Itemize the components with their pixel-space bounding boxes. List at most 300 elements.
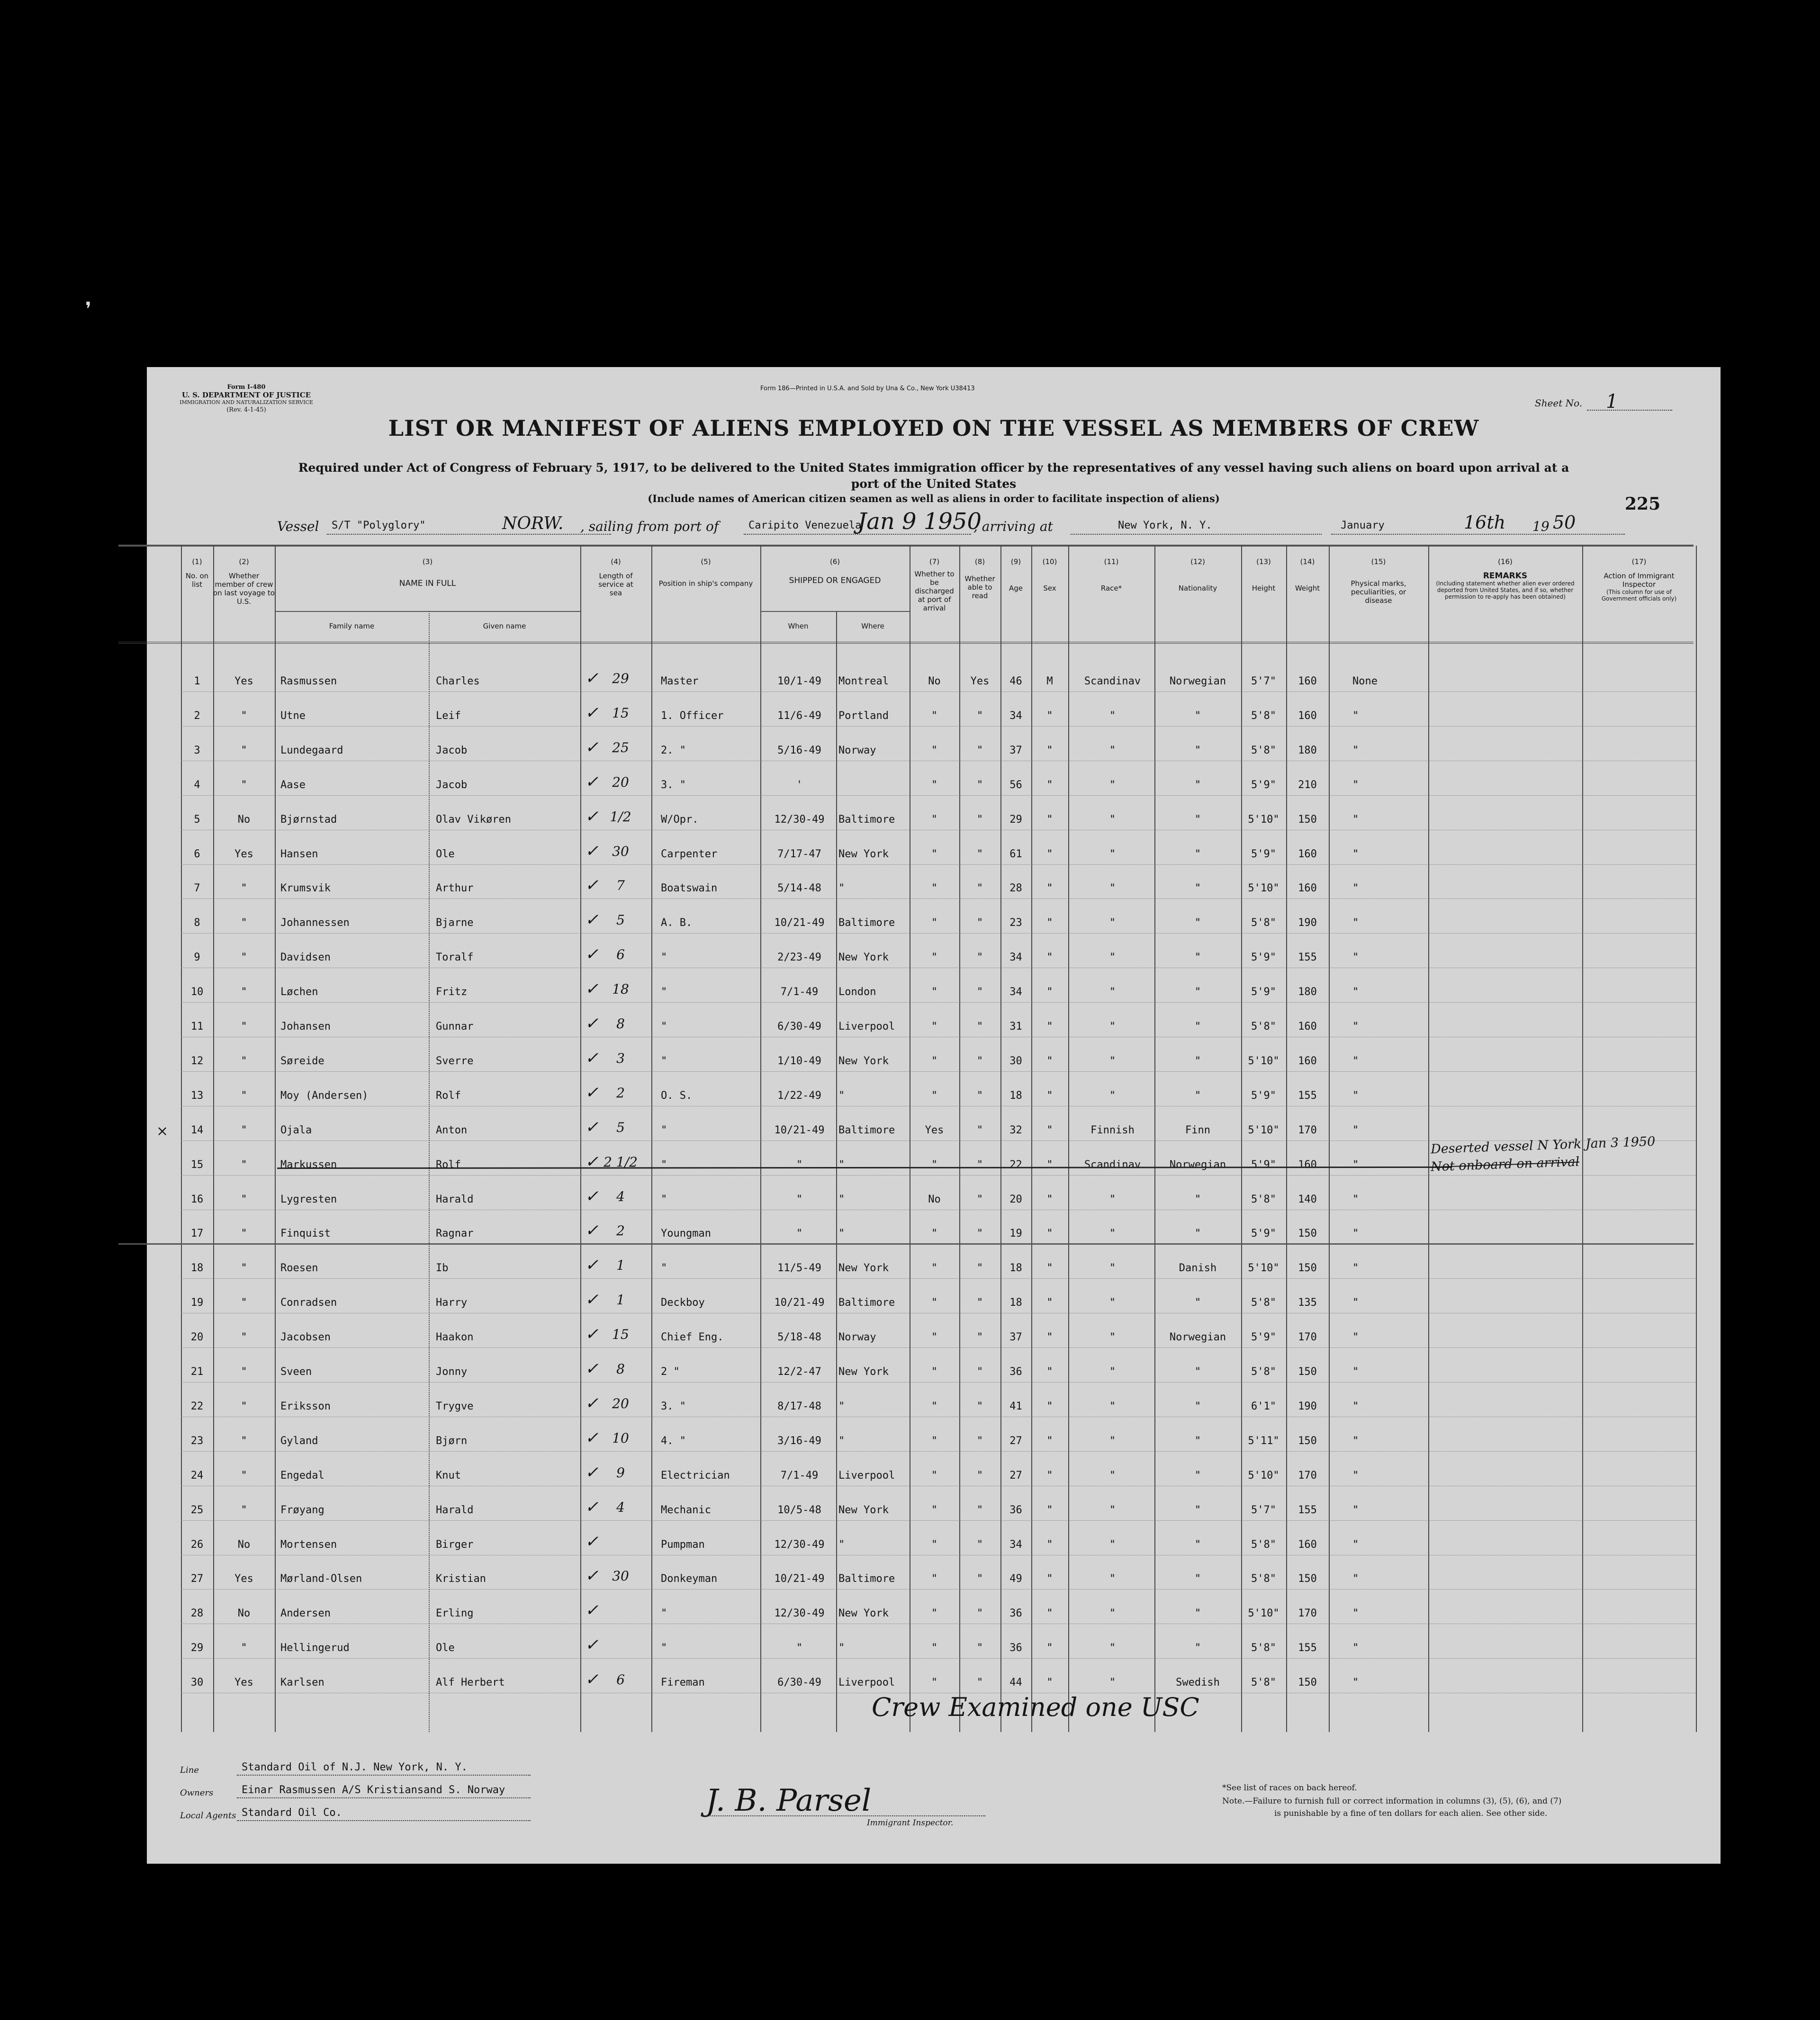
- col14-number: (14): [1300, 557, 1315, 566]
- crew-age: 41: [1009, 1401, 1022, 1412]
- crew-sex: ": [1046, 1021, 1053, 1032]
- service-check-mark: ✓: [585, 1325, 599, 1344]
- crew-sex: ": [1046, 917, 1053, 929]
- crew-race: ": [1109, 1262, 1116, 1274]
- crew-age: 34: [1009, 1539, 1022, 1551]
- crew-shipped-where: New York: [838, 1055, 889, 1067]
- crew-position: ": [661, 1262, 667, 1274]
- col3-family-label: Family name: [329, 622, 375, 630]
- crew-nationality: ": [1194, 745, 1201, 756]
- crew-service-length: 1: [616, 1257, 625, 1273]
- service-check-mark: ✓: [585, 1498, 599, 1517]
- crew-family-name: Hellingerud: [280, 1642, 350, 1654]
- crew-service-length: 4: [616, 1499, 625, 1515]
- crew-able-to-read: ": [976, 1228, 983, 1239]
- service-check-mark: ✓: [585, 1083, 599, 1102]
- crew-given-name: Ib: [436, 1262, 449, 1274]
- crew-row-number: 10: [190, 986, 204, 998]
- row-rule: [181, 1520, 1696, 1521]
- crew-position: Electrician: [661, 1470, 730, 1481]
- crew-able-to-read: ": [976, 1401, 983, 1412]
- crew-shipped-when: 10/1-49: [777, 675, 821, 687]
- crew-family-name: Moy (Andersen): [280, 1090, 369, 1102]
- crew-race: ": [1109, 1470, 1116, 1481]
- crew-service-length: 20: [612, 1396, 629, 1411]
- crew-shipped-where: ": [838, 1228, 845, 1239]
- crew-shipped-where: ": [838, 1401, 845, 1412]
- service-check-mark: ✓: [585, 945, 599, 964]
- crew-age: 18: [1009, 1297, 1022, 1309]
- crew-race: ": [1109, 952, 1116, 963]
- crew-shipped-where: Liverpool: [838, 1470, 895, 1481]
- sailing-label: , sailing from port of: [580, 519, 719, 534]
- crew-given-name: Bjarne: [436, 917, 474, 929]
- crew-shipped-where: London: [838, 986, 876, 998]
- crew-last-voyage: ": [241, 1124, 247, 1136]
- crew-position: ": [661, 1159, 667, 1171]
- crew-able-to-read: ": [976, 710, 983, 722]
- crew-race: Scandinav: [1084, 1159, 1141, 1171]
- arrival-day: 16th: [1464, 512, 1506, 533]
- crew-position: 1. Officer: [661, 710, 724, 722]
- crew-position: Youngman: [661, 1228, 711, 1239]
- crew-physical-marks: ": [1352, 1124, 1359, 1136]
- crew-last-voyage: ": [241, 1228, 247, 1239]
- crew-discharge: ": [931, 1297, 938, 1309]
- crew-able-to-read: ": [976, 1573, 983, 1585]
- crew-age: 56: [1009, 779, 1022, 791]
- crew-service-length: 2: [616, 1085, 625, 1101]
- crew-height: 5'10": [1248, 1055, 1279, 1067]
- col15-number: (15): [1371, 557, 1386, 566]
- agents-label: Local Agents: [180, 1811, 236, 1821]
- crew-given-name: Jacob: [436, 779, 468, 791]
- crew-nationality: ": [1194, 779, 1201, 791]
- crew-race: ": [1109, 1331, 1116, 1343]
- col1-label: No. on list: [185, 572, 209, 589]
- owners-value: Einar Rasmussen A/S Kristiansand S. Norway: [242, 1784, 505, 1796]
- crew-position: Pumpman: [661, 1539, 705, 1551]
- crew-nationality: Danish: [1179, 1262, 1217, 1274]
- crew-able-to-read: ": [976, 952, 983, 963]
- crew-age: 22: [1009, 1159, 1022, 1171]
- crew-service-length: 5: [616, 912, 625, 928]
- crew-weight: 150: [1298, 1677, 1317, 1688]
- crew-discharge: ": [931, 848, 938, 860]
- crew-shipped-when: 11/6-49: [777, 710, 821, 722]
- row14-remark: Deserted vessel N York Jan 3 1950: [1430, 1134, 1656, 1157]
- crew-nationality: ": [1194, 814, 1201, 826]
- crew-sex: ": [1046, 710, 1053, 722]
- scan-mark: ❜: [85, 298, 91, 320]
- crew-given-name: Harald: [436, 1194, 474, 1205]
- crew-discharge: ": [931, 1331, 938, 1343]
- crew-family-name: Utne: [280, 710, 306, 722]
- crew-sex: ": [1046, 814, 1053, 826]
- crew-given-name: Ole: [436, 1642, 455, 1654]
- crew-given-name: Ragnar: [436, 1228, 474, 1239]
- crew-shipped-when: 8/17-48: [777, 1401, 821, 1412]
- crew-discharge: No: [928, 1194, 941, 1205]
- crew-able-to-read: ": [976, 1331, 983, 1343]
- crew-last-voyage: ": [241, 952, 247, 963]
- crew-position: Master: [661, 675, 699, 687]
- crew-shipped-when: 10/21-49: [774, 1124, 825, 1136]
- col17-number: (17): [1631, 557, 1647, 566]
- crew-able-to-read: ": [976, 848, 983, 860]
- crew-given-name: Fritz: [436, 986, 468, 998]
- crew-weight: 150: [1298, 1435, 1317, 1447]
- crew-discharge: ": [931, 1262, 938, 1274]
- col8-number: (8): [974, 557, 985, 566]
- crew-discharge: ": [931, 1228, 938, 1239]
- crew-shipped-when: 6/30-49: [777, 1677, 821, 1688]
- crew-age: 34: [1009, 710, 1022, 722]
- crew-given-name: Rolf: [436, 1090, 461, 1102]
- arrival-month: January: [1341, 520, 1385, 531]
- crew-given-name: Harry: [436, 1297, 468, 1309]
- crew-given-name: Anton: [436, 1124, 468, 1136]
- crew-race: ": [1109, 1055, 1116, 1067]
- col16-number: (16): [1498, 557, 1513, 566]
- col9-label: Age: [1009, 584, 1023, 593]
- crew-last-voyage: ": [241, 1470, 247, 1481]
- crew-row-number: 24: [190, 1470, 204, 1481]
- crew-height: 5'10": [1248, 1607, 1279, 1619]
- crew-weight: 170: [1298, 1470, 1317, 1481]
- crew-sex: ": [1046, 779, 1053, 791]
- crew-row-number: 27: [190, 1573, 204, 1585]
- crew-service-length: 7: [616, 878, 625, 893]
- crew-sex: ": [1046, 1194, 1053, 1205]
- crew-nationality: Norwegian: [1169, 675, 1226, 687]
- crew-race: ": [1109, 1677, 1116, 1688]
- crew-nationality: ": [1194, 1090, 1201, 1102]
- crew-given-name: Kristian: [436, 1573, 486, 1585]
- fine-note-2: is punishable by a fine of ten dollars for each alien. See other side.: [1274, 1809, 1548, 1818]
- service-check-mark: ✓: [585, 876, 599, 895]
- crew-weight: 160: [1298, 1539, 1317, 1551]
- service-check-mark: ✓: [585, 1118, 599, 1137]
- crew-last-voyage: Yes: [234, 1573, 253, 1585]
- crew-race: ": [1109, 1297, 1116, 1309]
- crew-given-name: Trygve: [436, 1401, 474, 1412]
- crew-weight: 170: [1298, 1124, 1317, 1136]
- crew-sex: ": [1046, 745, 1053, 756]
- crew-service-length: 6: [616, 1672, 625, 1688]
- crew-shipped-when: ': [796, 779, 803, 791]
- crew-shipped-when: 7/1-49: [780, 1470, 819, 1481]
- crew-service-length: 30: [612, 1568, 629, 1584]
- crew-discharge: ": [931, 1435, 938, 1447]
- crew-row-number: 17: [190, 1228, 204, 1239]
- crew-shipped-where: ": [838, 1539, 845, 1551]
- crew-able-to-read: ": [976, 1504, 983, 1516]
- crew-discharge: ": [931, 710, 938, 722]
- form-number: Form I-480: [227, 384, 266, 391]
- crew-nationality: ": [1194, 986, 1201, 998]
- crew-shipped-when: 12/30-49: [774, 814, 825, 826]
- crew-race: ": [1109, 848, 1116, 860]
- crew-row-number: 2: [194, 710, 200, 722]
- crew-weight: 150: [1298, 1573, 1317, 1585]
- crew-sex: ": [1046, 1539, 1053, 1551]
- crew-nationality: ": [1194, 1435, 1201, 1447]
- crew-service-length: 1: [616, 1292, 625, 1308]
- service-check-mark: ✓: [585, 1187, 599, 1206]
- crew-age: 36: [1009, 1607, 1022, 1619]
- crew-physical-marks: ": [1352, 952, 1359, 963]
- crew-race: ": [1109, 710, 1116, 722]
- row-rule: [181, 795, 1696, 796]
- crew-row-number: 18: [190, 1262, 204, 1274]
- crew-weight: 160: [1298, 1159, 1317, 1171]
- crew-weight: 155: [1298, 1090, 1317, 1102]
- crew-position: Boatswain: [661, 882, 718, 894]
- crew-last-voyage: ": [241, 1055, 247, 1067]
- crew-weight: 180: [1298, 986, 1317, 998]
- crew-height: 5'8": [1251, 1642, 1276, 1654]
- crew-position: ": [661, 986, 667, 998]
- crew-weight: 150: [1298, 1366, 1317, 1378]
- crew-height: 5'9": [1251, 1090, 1276, 1102]
- crew-given-name: Leif: [436, 710, 461, 722]
- crew-service-length: 6: [616, 947, 625, 962]
- crew-family-name: Jacobsen: [280, 1331, 331, 1343]
- col5-label: Position in ship's company: [658, 579, 753, 588]
- crew-shipped-where: Norway: [838, 745, 876, 756]
- crew-position: Fireman: [661, 1677, 705, 1688]
- crew-row-number: 12: [190, 1055, 204, 1067]
- crew-race: ": [1109, 1194, 1116, 1205]
- crew-height: 5'8": [1251, 917, 1276, 929]
- crew-age: 37: [1009, 1331, 1022, 1343]
- col11-label: Race*: [1100, 584, 1122, 593]
- crew-row-number: 21: [190, 1366, 204, 1378]
- crew-row-number: 16: [190, 1194, 204, 1205]
- inspector-signature: J. B. Parsel: [706, 1783, 872, 1818]
- crew-last-voyage: ": [241, 1021, 247, 1032]
- crew-service-length: 20: [612, 774, 629, 790]
- crew-discharge: ": [931, 814, 938, 826]
- service-check-mark: ✓: [585, 1394, 599, 1413]
- crew-discharge: ": [931, 1021, 938, 1032]
- crew-nationality: ": [1194, 1504, 1201, 1516]
- crew-given-name: Knut: [436, 1470, 461, 1481]
- row14-margin-mark: ×: [156, 1123, 169, 1140]
- crew-position: ": [661, 1021, 667, 1032]
- crew-age: 36: [1009, 1366, 1022, 1378]
- crew-height: 5'8": [1251, 1677, 1276, 1688]
- crew-sex: ": [1046, 1159, 1053, 1171]
- vessel-flag: NORW.: [502, 514, 564, 533]
- row-rule: [181, 1451, 1696, 1452]
- crew-row-number: 3: [194, 745, 200, 756]
- crew-height: 5'8": [1251, 1539, 1276, 1551]
- crew-sex: ": [1046, 1470, 1053, 1481]
- crew-position: ": [661, 1607, 667, 1619]
- crew-sex: ": [1046, 1435, 1053, 1447]
- service-check-mark: ✓: [585, 1049, 599, 1068]
- crew-service-length: 10: [612, 1430, 629, 1446]
- crew-shipped-where: ": [838, 882, 845, 894]
- crew-physical-marks: ": [1352, 1435, 1359, 1447]
- crew-sex: ": [1046, 848, 1053, 860]
- crew-discharge: ": [931, 917, 938, 929]
- col12-label: Nationality: [1178, 584, 1217, 593]
- crew-weight: 155: [1298, 1504, 1317, 1516]
- crew-sex: ": [1046, 1677, 1053, 1688]
- crew-shipped-when: 7/1-49: [780, 986, 819, 998]
- crew-last-voyage: ": [241, 986, 247, 998]
- crew-position: ": [661, 1194, 667, 1205]
- crew-able-to-read: ": [976, 745, 983, 756]
- crew-nationality: ": [1194, 1607, 1201, 1619]
- col6-label: SHIPPED OR ENGAGED: [789, 576, 881, 585]
- crew-weight: 160: [1298, 1055, 1317, 1067]
- crew-position: 3. ": [661, 779, 686, 791]
- col2-label: Whether member of crew on last voyage to U.S.: [213, 572, 275, 606]
- crew-discharge: ": [931, 1159, 938, 1171]
- crew-physical-marks: ": [1352, 1331, 1359, 1343]
- col16-note: (Including statement whether alien ever ordered deported from United States, and if so, whether permission to re-apply has been obtained): [1436, 580, 1575, 600]
- crew-discharge: ": [931, 1504, 938, 1516]
- crew-able-to-read: ": [976, 1435, 983, 1447]
- row-rule: [181, 933, 1696, 934]
- crew-sex: M: [1046, 675, 1053, 687]
- crew-row-number: 8: [194, 917, 200, 929]
- crew-family-name: Eriksson: [280, 1401, 331, 1412]
- crew-given-name: Sverre: [436, 1055, 474, 1067]
- crew-shipped-where: Norway: [838, 1331, 876, 1343]
- service-check-mark: ✓: [585, 669, 599, 688]
- crew-position: ": [661, 1642, 667, 1654]
- col17-note: (This column for use of Government officials only): [1601, 589, 1677, 602]
- crew-service-length: 29: [612, 671, 629, 686]
- crew-position: A. B.: [661, 917, 693, 929]
- crew-row-number: 6: [194, 848, 200, 860]
- crew-last-voyage: ": [241, 1262, 247, 1274]
- crew-height: 5'8": [1251, 1366, 1276, 1378]
- crew-sex: ": [1046, 1642, 1053, 1654]
- arrival-port: New York, N. Y.: [1118, 520, 1212, 531]
- crew-sex: ": [1046, 1297, 1053, 1309]
- sheet-label: Sheet No.: [1535, 397, 1583, 409]
- service-check-mark: ✓: [585, 1635, 599, 1654]
- row-rule: [181, 1382, 1696, 1383]
- crew-age: 20: [1009, 1194, 1022, 1205]
- crew-family-name: Lundegaard: [280, 745, 343, 756]
- crew-position: Deckboy: [661, 1297, 705, 1309]
- crew-height: 5'9": [1251, 848, 1276, 860]
- crew-nationality: ": [1194, 848, 1201, 860]
- crew-able-to-read: ": [976, 779, 983, 791]
- crew-last-voyage: ": [241, 1194, 247, 1205]
- crew-position: 2 ": [661, 1366, 680, 1378]
- crew-shipped-when: ": [796, 1228, 803, 1239]
- crew-age: 44: [1009, 1677, 1022, 1688]
- crew-shipped-where: Baltimore: [838, 1297, 895, 1309]
- row-rule: [181, 898, 1696, 899]
- crew-position: Chief Eng.: [661, 1331, 724, 1343]
- crew-service-length: 1/2: [610, 809, 631, 825]
- crew-family-name: Sveen: [280, 1366, 312, 1378]
- crew-row-number: 14: [190, 1124, 204, 1136]
- crew-shipped-where: New York: [838, 1366, 889, 1378]
- service: IMMIGRATION AND NATURALIZATION SERVICE: [180, 399, 313, 405]
- service-check-mark: ✓: [585, 842, 599, 861]
- crew-race: ": [1109, 1607, 1116, 1619]
- crew-service-length: 15: [612, 1327, 629, 1342]
- crew-last-voyage: ": [241, 882, 247, 894]
- crew-physical-marks: ": [1352, 1366, 1359, 1378]
- crew-weight: 155: [1298, 1642, 1317, 1654]
- subtitle-line-2: port of the United States: [851, 477, 1017, 491]
- crew-shipped-when: 2/23-49: [777, 952, 821, 963]
- crew-weight: 160: [1298, 675, 1317, 687]
- crew-age: 34: [1009, 986, 1022, 998]
- crew-age: 61: [1009, 848, 1022, 860]
- crew-last-voyage: No: [237, 1607, 251, 1619]
- crew-family-name: Krumsvik: [280, 882, 331, 894]
- crew-able-to-read: ": [976, 1297, 983, 1309]
- crew-discharge: No: [928, 675, 941, 687]
- crew-nationality: Norwegian: [1169, 1159, 1226, 1171]
- crew-age: 46: [1009, 675, 1022, 687]
- crew-nationality: Norwegian: [1169, 1331, 1226, 1343]
- crew-family-name: Hansen: [280, 848, 318, 860]
- crew-given-name: Ole: [436, 848, 455, 860]
- crew-last-voyage: ": [241, 1401, 247, 1412]
- crew-row-number: 9: [194, 952, 200, 963]
- crew-height: 5'8": [1251, 1297, 1276, 1309]
- crew-age: 34: [1009, 952, 1022, 963]
- crew-row-number: 28: [190, 1607, 204, 1619]
- row-rule: [181, 691, 1696, 692]
- crew-race: ": [1109, 882, 1116, 894]
- arriving-label: , arriving at: [973, 519, 1053, 534]
- crew-service-length: 2: [616, 1223, 625, 1239]
- crew-family-name: Ojala: [280, 1124, 312, 1136]
- crew-weight: 170: [1298, 1607, 1317, 1619]
- crew-sex: ": [1046, 1124, 1053, 1136]
- crew-family-name: Markussen: [280, 1159, 337, 1171]
- crew-physical-marks: ": [1352, 1607, 1359, 1619]
- crew-physical-marks: ": [1352, 779, 1359, 791]
- form-title: LIST OR MANIFEST OF ALIENS EMPLOYED ON THE VESSEL AS MEMBERS OF CREW: [388, 415, 1479, 441]
- crew-race: Scandinav: [1084, 675, 1141, 687]
- crew-physical-marks: ": [1352, 1677, 1359, 1688]
- col5-number: (5): [701, 557, 711, 566]
- col10-number: (10): [1042, 557, 1057, 566]
- crew-shipped-where: Baltimore: [838, 1573, 895, 1585]
- row-rule: [181, 1278, 1696, 1279]
- crew-discharge: ": [931, 1090, 938, 1102]
- crew-last-voyage: ": [241, 1642, 247, 1654]
- year-prefix: 19: [1532, 519, 1550, 534]
- crew-given-name: Charles: [436, 675, 480, 687]
- crew-last-voyage: ": [241, 710, 247, 722]
- crew-able-to-read: ": [976, 1262, 983, 1274]
- crew-physical-marks: ": [1352, 986, 1359, 998]
- crew-shipped-where: Liverpool: [838, 1677, 895, 1688]
- crew-shipped-where: Portland: [838, 710, 889, 722]
- crew-row-number: 19: [190, 1297, 204, 1309]
- service-check-mark: ✓: [585, 738, 599, 757]
- crew-nationality: ": [1194, 1366, 1201, 1378]
- crew-shipped-where: Liverpool: [838, 1021, 895, 1032]
- crew-age: 28: [1009, 882, 1022, 894]
